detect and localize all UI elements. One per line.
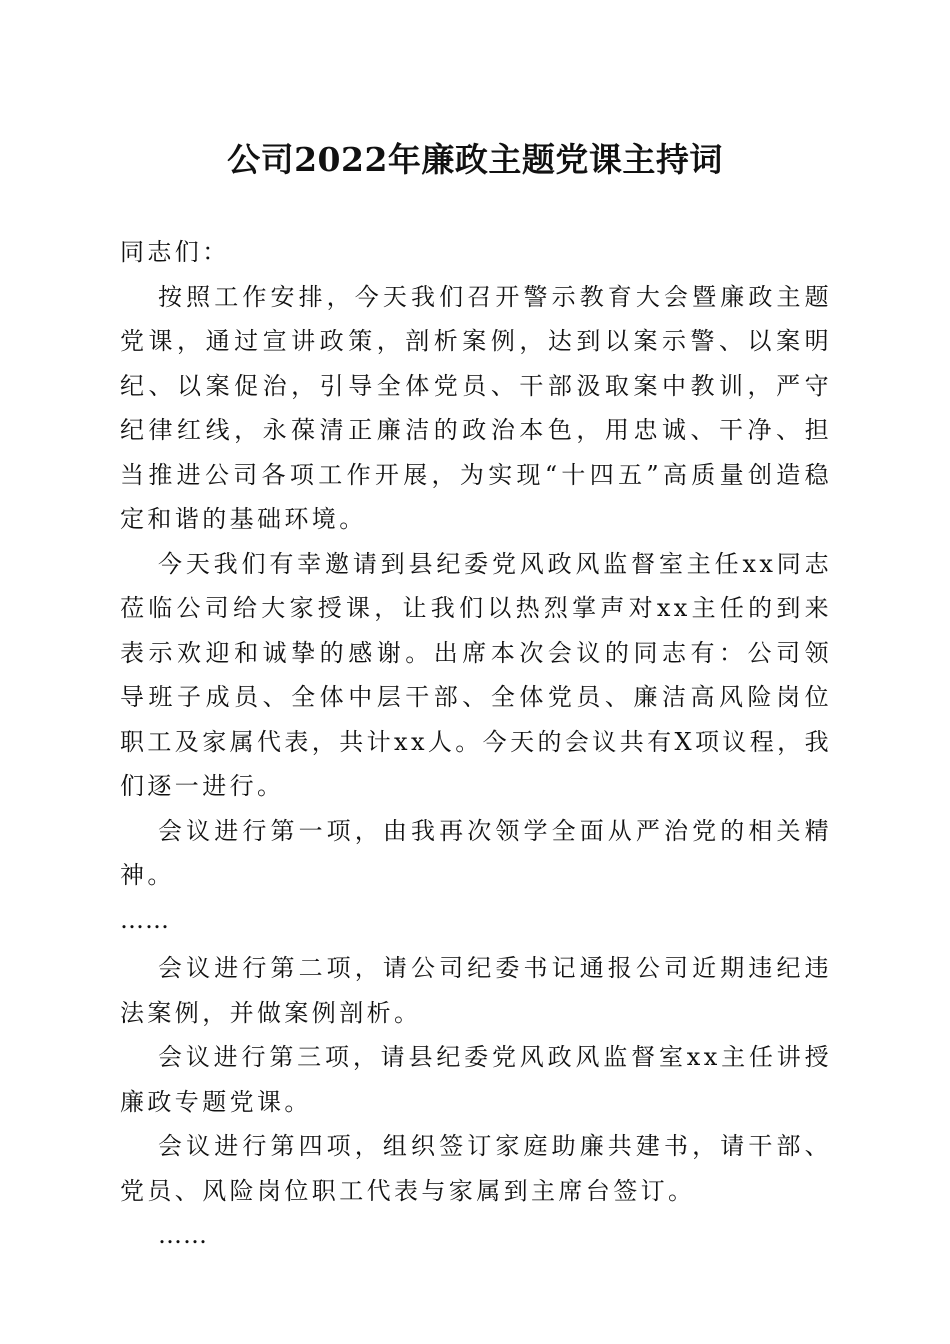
paragraph-agenda-1: 会议进行第一项，由我再次领学全面从严治党的相关精神。 bbox=[120, 816, 832, 889]
ellipsis-1: …… bbox=[120, 905, 170, 934]
salutation: 同志们： bbox=[120, 238, 230, 266]
document-title: 公司2022年廉政主题党课主持词 bbox=[227, 140, 723, 179]
paragraph-guest-intro: 今天我们有幸邀请到县纪委党风政风监督室主任xx同志莅临公司给大家授课，让我们以热烈掌声对xx主任的到来表示欢迎和诚挚的感谢。出席本次会议的同志有：公司领导班子成员、全体中层干部、全体党员、廉洁高风险岗位职工及家属代表，共计xx人。今天的会议共有X项议程，我们逐一进行。 bbox=[120, 549, 832, 800]
paragraph-agenda-4: 会议进行第四项，组织签订家庭助廉共建书，请干部、党员、风险岗位职工代表与家属到主席台签订。 bbox=[120, 1132, 832, 1205]
document-body bbox=[120, 230, 832, 1258]
paragraph-opening: 按照工作安排，今天我们召开警示教育大会暨廉政主题党课，通过宣讲政策，剖析案例，达到以案示警、以案明纪、以案促治，引导全体党员、干部汲取案中教训，严守纪律红线，永葆清正廉洁的政治本色，用忠诚、干净、担当推进公司各项工作开展，为实现“十四五”高质量创造稳定和谐的基础环境。 bbox=[120, 282, 832, 533]
paragraph-agenda-3: 会议进行第三项，请县纪委党风政风监督室xx主任讲授廉政专题党课。 bbox=[120, 1043, 832, 1116]
ellipsis-2: …… bbox=[158, 1221, 208, 1249]
paragraph-agenda-2: 会议进行第二项，请公司纪委书记通报公司近期违纪违法案例，并做案例剖析。 bbox=[120, 954, 832, 1027]
